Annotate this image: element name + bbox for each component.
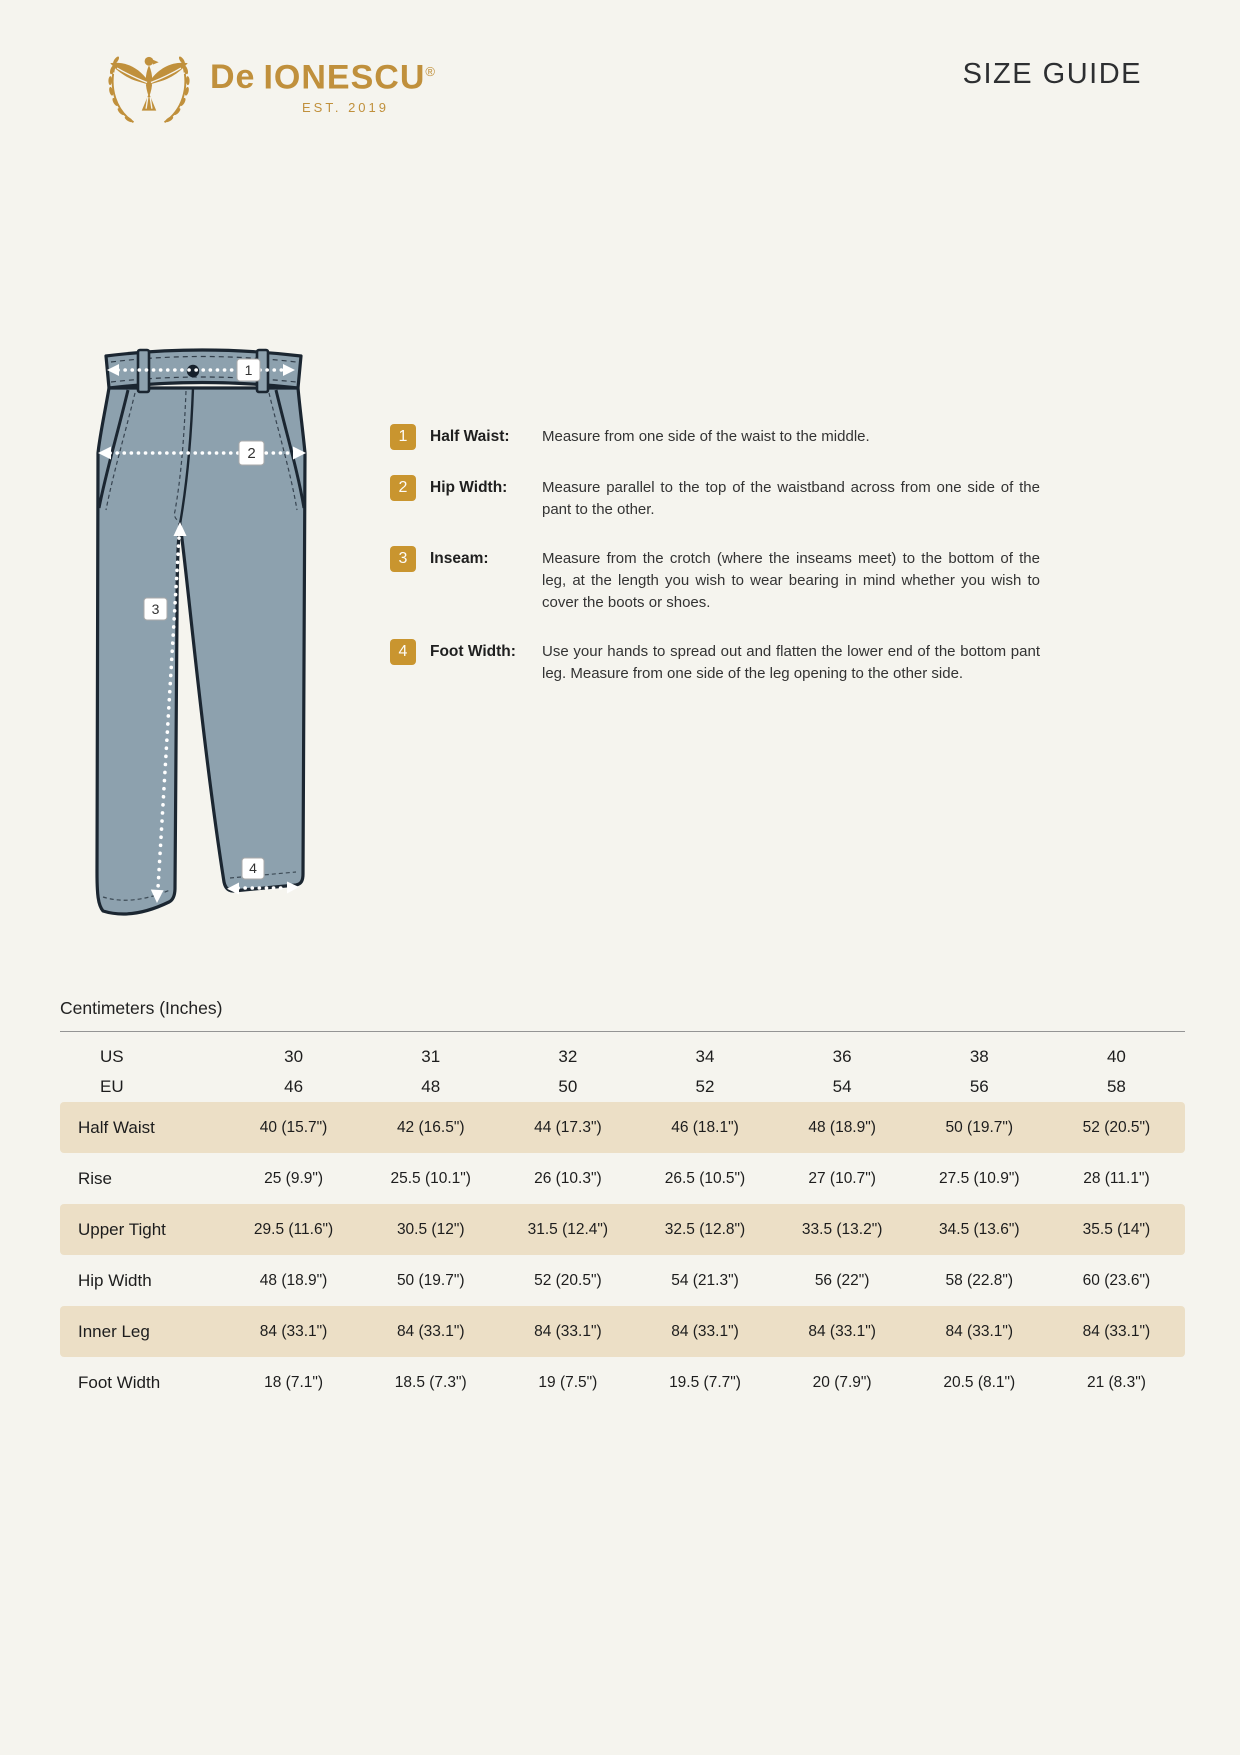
- row-value: 84 (33.1"): [671, 1322, 739, 1340]
- row-value: 84 (33.1"): [1082, 1322, 1151, 1340]
- row-value: 31.5 (12.4"): [527, 1220, 609, 1238]
- row-value: 40: [1106, 1047, 1126, 1066]
- row-value: 38: [969, 1047, 989, 1066]
- instruction-label: Inseam:: [430, 550, 489, 567]
- row-value: 27 (10.7"): [808, 1169, 876, 1187]
- brand-wordmark: [210, 38, 436, 115]
- row-value: 52: [695, 1077, 715, 1096]
- row-value: 48 (18.9"): [259, 1271, 328, 1289]
- table-row-us: [60, 1042, 1185, 1072]
- table-row-half-waist: [60, 1102, 1185, 1153]
- instruction-label: Hip Width:: [430, 479, 508, 496]
- row-label: Hip Width: [78, 1270, 152, 1290]
- row-value: 44 (17.3"): [534, 1118, 602, 1136]
- row-value: 33.5 (13.2"): [801, 1220, 883, 1238]
- pants-body: [97, 388, 305, 914]
- page-title: SIZE GUIDE: [962, 58, 1142, 90]
- instruction-item-2: [390, 475, 1040, 521]
- row-value: 35.5 (14"): [1082, 1220, 1151, 1238]
- instruction-item-3: [390, 546, 1040, 614]
- row-value: 84 (33.1"): [259, 1322, 328, 1340]
- row-value: 56 (22"): [814, 1271, 870, 1289]
- row-value: 46: [284, 1077, 304, 1096]
- brand-established: EST. 2019: [302, 100, 389, 116]
- row-value: 50 (19.7"): [396, 1271, 465, 1289]
- instruction-label: Foot Width:: [430, 643, 516, 660]
- row-value: 19 (7.5"): [538, 1373, 598, 1391]
- instruction-text: Measure from one side of the waist to the middle.: [542, 428, 870, 445]
- row-label: EU: [100, 1077, 124, 1096]
- row-value: 36: [832, 1047, 852, 1066]
- row-value: 32: [558, 1047, 578, 1066]
- row-value: 25.5 (10.1"): [390, 1169, 471, 1187]
- row-value: 21 (8.3"): [1086, 1373, 1146, 1391]
- instruction-item-1: [390, 424, 1040, 450]
- row-value: 46 (18.1"): [671, 1118, 739, 1136]
- brand-name: IONESCU: [263, 58, 426, 97]
- table-row-eu: [60, 1072, 1185, 1102]
- row-value: 32.5 (12.8"): [664, 1220, 746, 1238]
- row-label: US: [100, 1047, 124, 1066]
- row-value: 27.5 (10.9"): [939, 1169, 1020, 1187]
- brand-prefix: De: [210, 58, 256, 97]
- row-value: 29.5 (11.6"): [253, 1220, 334, 1238]
- row-value: 26.5 (10.5"): [664, 1169, 746, 1187]
- table-row-foot-width: [60, 1357, 1185, 1408]
- row-value: 18 (7.1"): [264, 1373, 324, 1391]
- instruction-number-badge: 1: [390, 424, 416, 450]
- table-row-upper-tight: [60, 1204, 1185, 1255]
- row-value: 56: [969, 1077, 989, 1096]
- row-value: 58 (22.8"): [945, 1271, 1014, 1289]
- instruction-text: Measure from the crotch (where the inseams meet) to the bottom of the leg, at the length you wish to wear bearing in mind whether you wish to cover the boots or shoes.: [542, 550, 1040, 611]
- row-value: 54: [832, 1077, 852, 1096]
- pants-measurement-diagram: [80, 312, 320, 924]
- marker-1: 1: [244, 362, 253, 378]
- instruction-number-badge: 4: [390, 639, 416, 665]
- row-value: 52 (20.5"): [534, 1271, 602, 1289]
- row-value: 50: [558, 1077, 578, 1096]
- row-label: Upper Tight: [78, 1219, 166, 1239]
- row-value: 48 (18.9"): [808, 1118, 876, 1136]
- table-row-hip-width: [60, 1255, 1185, 1306]
- brand-logo: [98, 38, 436, 130]
- registered-mark: ®: [425, 64, 436, 79]
- row-value: 48: [421, 1077, 441, 1096]
- table-row-rise: [60, 1153, 1185, 1204]
- measurement-instructions: [390, 424, 1040, 710]
- row-value: 19.5 (7.7"): [669, 1373, 741, 1391]
- row-value: 25 (9.9"): [264, 1169, 324, 1187]
- row-value: 34: [695, 1047, 715, 1066]
- size-table-section: [60, 998, 1185, 1408]
- eagle-laurel-icon: [98, 38, 200, 130]
- instruction-text: Use your hands to spread out and flatten the lower end of the bottom pant leg. Measure from one side of the leg opening to the other side.: [542, 643, 1040, 682]
- row-label: Foot Width: [78, 1372, 161, 1392]
- row-value: 84 (33.1"): [808, 1322, 876, 1340]
- row-value: 31: [421, 1047, 441, 1066]
- table-divider: [60, 1031, 1185, 1032]
- instruction-number-badge: 2: [390, 475, 416, 501]
- row-value: 30.5 (12"): [396, 1220, 465, 1238]
- row-value: 20 (7.9"): [812, 1373, 872, 1391]
- row-value: 84 (33.1"): [945, 1322, 1014, 1340]
- row-value: 26 (10.3"): [534, 1169, 602, 1187]
- marker-2: 2: [247, 445, 256, 462]
- marker-4: 4: [249, 860, 257, 876]
- row-value: 40 (15.7"): [259, 1118, 328, 1136]
- units-label: Centimeters (Inches): [60, 998, 223, 1018]
- row-value: 58: [1106, 1077, 1126, 1096]
- row-value: 60 (23.6"): [1082, 1271, 1151, 1289]
- row-label: Rise: [78, 1168, 113, 1188]
- row-label: Inner Leg: [78, 1321, 150, 1341]
- row-value: 34.5 (13.6"): [939, 1220, 1020, 1238]
- row-value: 50 (19.7"): [945, 1118, 1014, 1136]
- instruction-item-4: [390, 639, 1040, 685]
- instruction-label: Half Waist:: [430, 428, 510, 445]
- instruction-text: Measure parallel to the top of the waistband across from one side of the pant to the other.: [542, 479, 1040, 518]
- size-table: [60, 1042, 1185, 1408]
- table-row-inner-leg: [60, 1306, 1185, 1357]
- row-label: Half Waist: [78, 1117, 155, 1137]
- row-value: 84 (33.1"): [396, 1322, 465, 1340]
- instruction-number-badge: 3: [390, 546, 416, 572]
- row-value: 20.5 (8.1"): [943, 1373, 1016, 1391]
- marker-3: 3: [151, 601, 160, 617]
- row-value: 54 (21.3"): [671, 1271, 739, 1289]
- row-value: 30: [284, 1047, 304, 1066]
- row-value: 18.5 (7.3"): [394, 1373, 467, 1391]
- row-value: 42 (16.5"): [396, 1118, 465, 1136]
- row-value: 52 (20.5"): [1082, 1118, 1151, 1136]
- row-value: 28 (11.1"): [1083, 1169, 1150, 1187]
- row-value: 84 (33.1"): [534, 1322, 602, 1340]
